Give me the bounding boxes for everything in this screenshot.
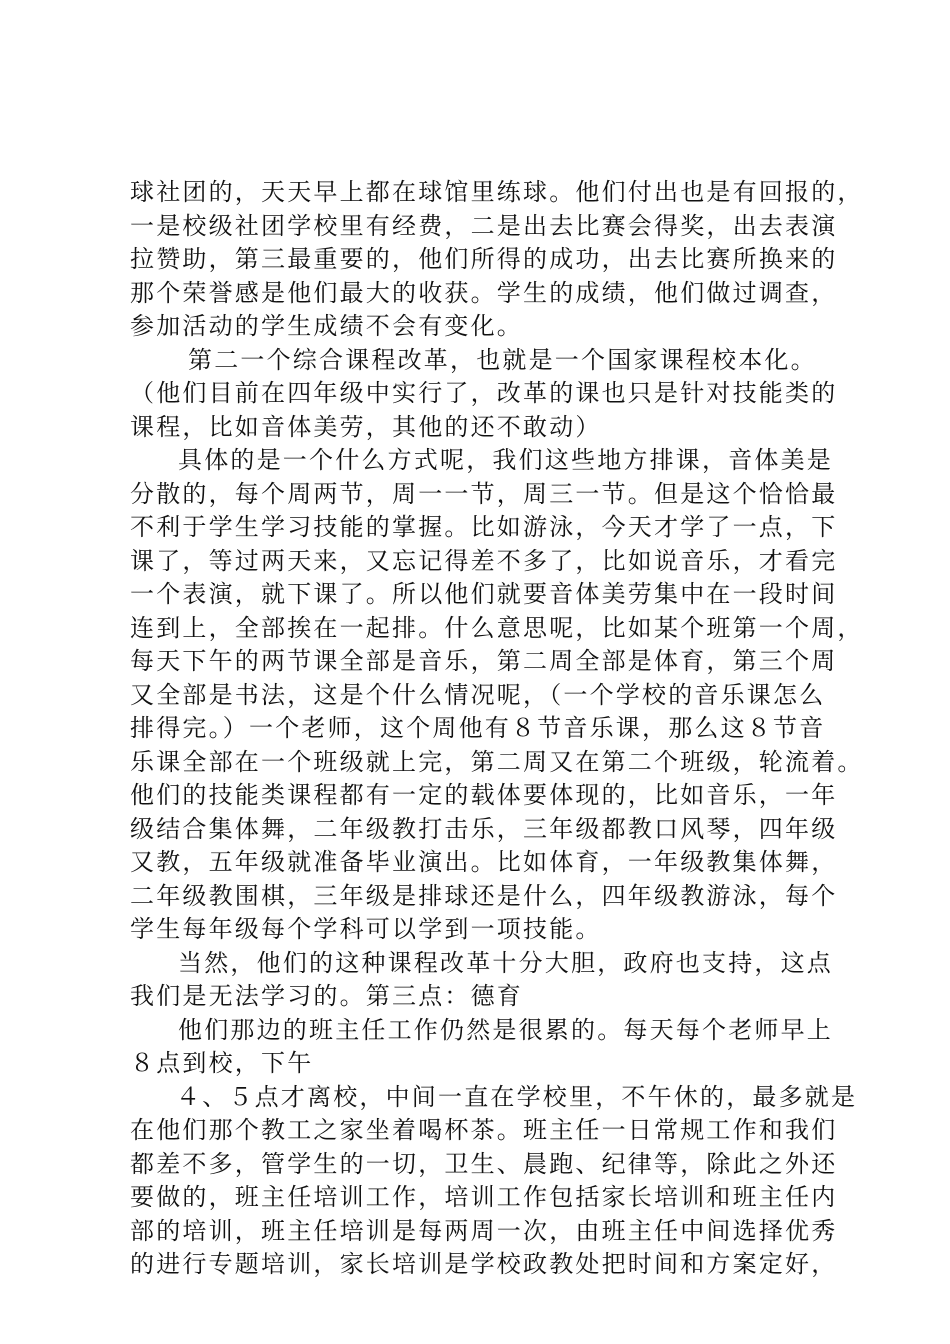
text-line: ８点到校，下午 — [130, 1049, 314, 1077]
text-line: 每天下午的两节课全部是音乐，第二周全部是体育，第三个周 — [130, 647, 838, 675]
text-line: ４、５点才离校，中间一直在学校里，不午休的，最多就是 — [176, 1082, 858, 1111]
text-line: 他们那边的班主任工作仍然是很累的。每天每个老师早上 — [178, 1015, 833, 1044]
text-line: 一个表演，就下课了。所以他们就要音体美劳集中在一段时间 — [130, 580, 838, 608]
text-line: 学生每年级每个学科可以学到一项技能。 — [130, 915, 602, 943]
text-line: 分散的，每个周两节，周一一节，周三一节。但是这个恰恰最 — [130, 479, 838, 508]
text-line: 拉赞助，第三最重要的，他们所得的成功，出去比赛所换来的 — [130, 245, 838, 273]
text-line: 都差不多，管学生的一切，卫生、晨跑、纪律等，除此之外还 — [130, 1149, 838, 1178]
text-line: 第二一个综合课程改革，也就是一个国家课程校本化。 — [188, 345, 817, 374]
text-line: 我们是无法学习的。第三点：德育 — [130, 982, 523, 1010]
text-line: 连到上，全部挨在一起排。什么意思呢，比如某个班第一个周， — [130, 613, 864, 642]
text-line: 一是校级社团学校里有经费，二是出去比赛会得奖，出去表演 — [130, 211, 838, 240]
text-line: 的进行专题培训，家长培训是学校政教处把时间和方案定好， — [130, 1250, 838, 1278]
text-line: 级结合集体舞，二年级教打击乐，三年级都教口风琴，四年级 — [130, 814, 838, 843]
text-line: 当然，他们的这种课程改革十分大胆，政府也支持，这点 — [178, 948, 833, 977]
text-line: 课了，等过两天来，又忘记得差不多了，比如说音乐，才看完 — [130, 546, 838, 575]
text-line: 部的培训，班主任培训是每两周一次，由班主任中间选择优秀 — [130, 1216, 838, 1245]
text-line: 乐课全部在一个班级就上完，第二周又在第二个班级，轮流着。 — [130, 747, 864, 776]
text-line: 具体的是一个什么方式呢，我们这些地方排课，音体美是 — [178, 446, 833, 474]
text-line: 球社团的，天天早上都在球馆里练球。他们付出也是有回报的， — [130, 178, 864, 206]
text-line: 二年级教围棋，三年级是排球还是什么，四年级教游泳，每个 — [130, 881, 838, 910]
text-line: 参加活动的学生成绩不会有变化。 — [130, 312, 523, 340]
body-text — [130, 176, 864, 1282]
text-line: 在他们那个教工之家坐着喝杯茶。班主任一日常规工作和我们 — [130, 1116, 838, 1144]
text-line: （他们目前在四年级中实行了，改革的课也只是针对技能类的 — [130, 379, 838, 407]
text-line: 又全部是书法，这是个什么情况呢，（一个学校的音乐课怎么 — [130, 680, 826, 709]
text-line: 要做的，班主任培训工作，培训工作包括家长培训和班主任内 — [130, 1183, 838, 1211]
text-line: 排得完。）一个老师，这个周他有８节音乐课，那么这８节音 — [130, 714, 826, 742]
text-line: 又教，五年级就准备毕业演出。比如体育，一年级教集体舞， — [130, 848, 838, 876]
text-line: 那个荣誉感是他们最大的收获。学生的成绩，他们做过调查， — [130, 278, 838, 307]
text-line: 不利于学生学习技能的掌握。比如游泳，今天才学了一点，下 — [130, 513, 838, 541]
text-line: 课程，比如音体美劳，其他的还不敢动） — [130, 412, 602, 441]
text-line: 他们的技能类课程都有一定的载体要体现的，比如音乐，一年 — [130, 781, 838, 809]
